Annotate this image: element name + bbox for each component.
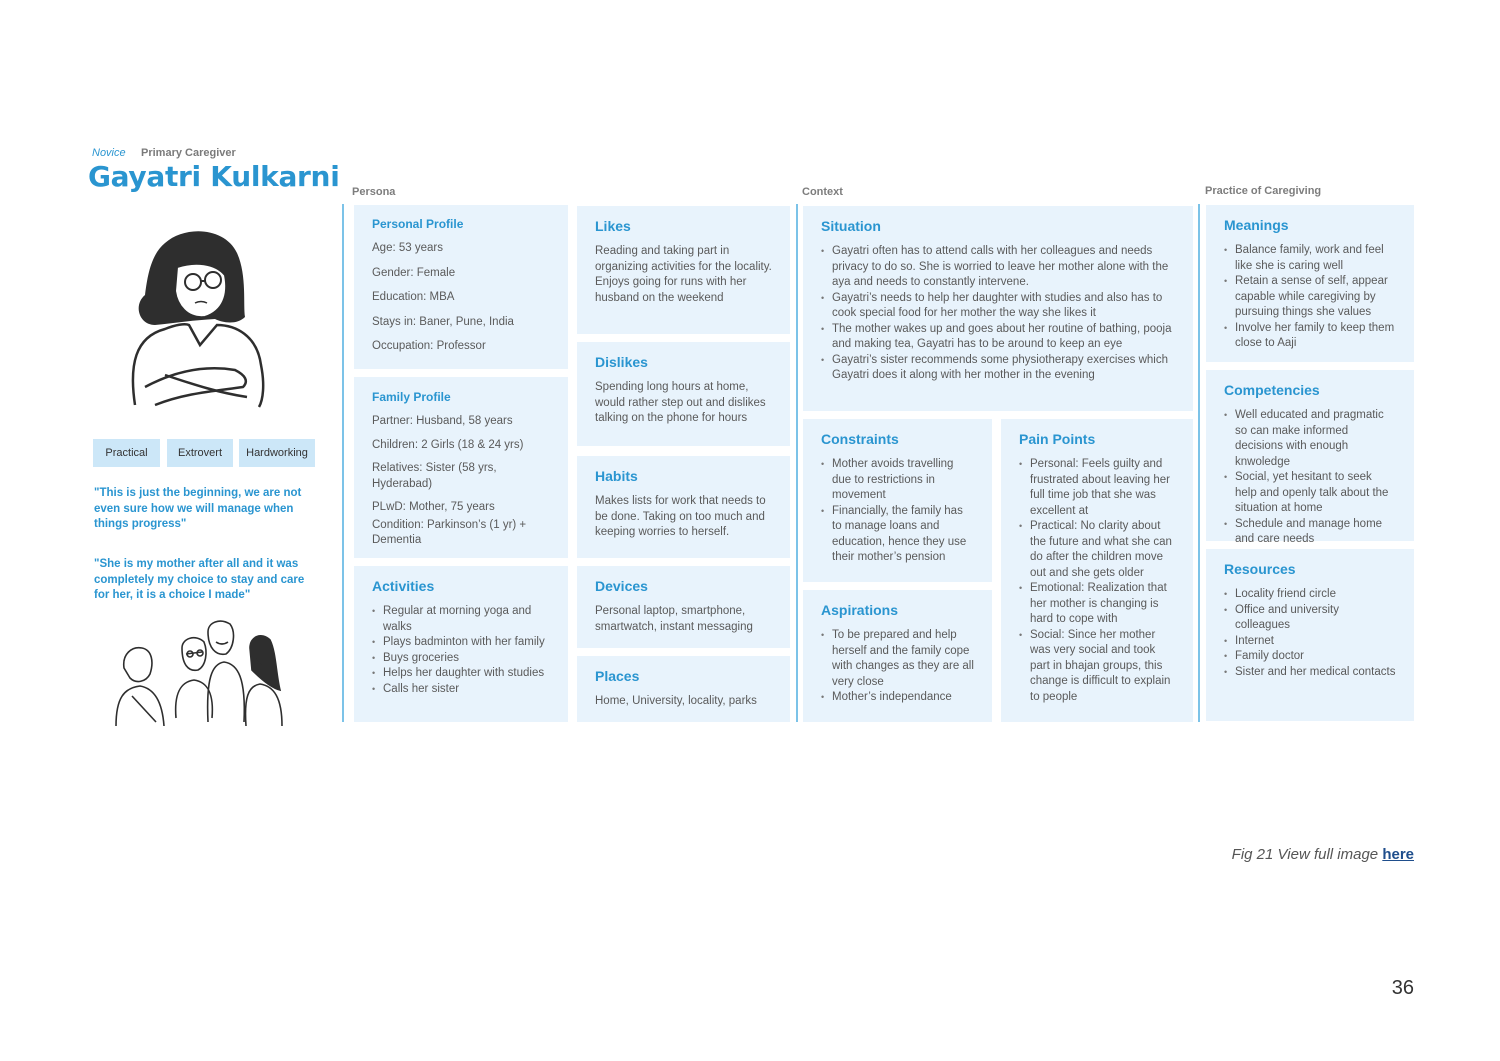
persona-divider: [342, 204, 344, 722]
card-title: Meanings: [1224, 217, 1289, 233]
caption-text: Fig 21 View full image: [1231, 846, 1383, 863]
card-dislikes: [577, 342, 790, 446]
competencies-list: [1224, 408, 1396, 548]
profile-occupation: Occupation: Professor: [372, 340, 486, 352]
list-item: • Schedule and manage home and care needs: [1235, 517, 1396, 548]
activities-list: [372, 604, 550, 697]
card-title: Aspirations: [821, 602, 899, 618]
habits-text: Makes lists for work that needs to be done. Taking on too much and keeping worries to herself.: [595, 495, 766, 538]
list-item: • Regular at morning yoga and walks: [383, 604, 550, 635]
practice-divider: [1198, 204, 1200, 722]
card-title: Devices: [595, 578, 648, 594]
list-item: • Personal: Feels guilty and frustrated about leaving her full time job that she was excellent at: [1030, 457, 1175, 519]
list-item: • Family doctor: [1235, 649, 1396, 665]
card-competencies: [1206, 370, 1414, 545]
list-item: • Calls her sister: [383, 682, 550, 698]
section-label-persona: Persona: [352, 186, 396, 198]
card-title: Activities: [372, 578, 435, 594]
page-number: 36: [1391, 977, 1414, 999]
profile-location: Stays in: Baner, Pune, India: [372, 315, 514, 328]
aspirations-list: [821, 628, 974, 706]
list-item: • Locality friend circle: [1235, 587, 1396, 603]
profile-gender: Gender: Female: [372, 266, 456, 279]
list-item: • Balance family, work and feel like she is caring well: [1235, 243, 1396, 274]
list-item: • Gayatri’s needs to help her daughter with studies and also has to cook special food for her mother the way she likes it: [832, 291, 1175, 322]
list-item: • Well educated and pragmatic so can make informed decisions with enough knwoledge: [1235, 408, 1396, 470]
card-title: Dislikes: [595, 354, 648, 370]
card-activities: [354, 566, 568, 722]
family-plwd: PLwD: Mother, 75 years: [372, 501, 495, 513]
list-item: • Sister and her medical contacts: [1235, 665, 1396, 681]
dislikes-text: Spending long hours at home, would rather step out and dislikes talking on the phone for hours: [595, 381, 766, 424]
card-aspirations: [803, 590, 992, 722]
constraints-list: [821, 457, 974, 566]
section-label-practice: Practice of Caregiving: [1205, 185, 1322, 197]
card-pain-points: [1001, 419, 1193, 722]
list-item: • The mother wakes up and goes about her routine of bathing, pooja and making tea, Gayatri has to be around to keep an eye: [832, 322, 1175, 353]
family-relatives: Relatives: Sister (58 yrs, Hyderabad): [372, 462, 497, 490]
trait-practical: Practical: [93, 439, 160, 467]
trait-extrovert: Extrovert: [167, 439, 233, 467]
list-item: • Gayatri’s sister recommends some physiotherapy exercises which Gayatri does it along with her mother in the evening: [832, 353, 1175, 384]
card-meanings: [1206, 205, 1414, 362]
card-title: Resources: [1224, 561, 1296, 577]
list-item: • Social, yet hesitant to seek help and openly talk about the situation at home: [1235, 470, 1396, 517]
family-condition: Condition: Parkinson’s (1 yr) + Dementia: [372, 518, 527, 546]
resources-list: [1224, 587, 1396, 680]
list-item: • Retain a sense of self, appear capable while caregiving by pursuing things she values: [1235, 274, 1396, 321]
family-partner: Partner: Husband, 58 years: [372, 415, 513, 427]
list-item: • Gayatri often has to attend calls with her colleagues and needs privacy to do so. She is worried to leave her mother alone with the aya and needs to constantly intervene.: [832, 244, 1175, 291]
meanings-list: [1224, 243, 1396, 352]
persona-name: Gayatri Kulkarni: [88, 160, 340, 193]
card-title: Constraints: [821, 431, 899, 447]
card-places: [577, 656, 790, 722]
list-item: • Office and university colleagues: [1235, 603, 1396, 634]
likes-text: Reading and taking part in organizing activities for the locality. Enjoys going for runs with her husband on the weekend: [595, 245, 772, 304]
card-title: Situation: [821, 218, 881, 234]
quote-2: "She is my mother after all and it was completely my choice to stay and care for her, it is a choice I made": [94, 558, 305, 601]
card-constraints: [803, 419, 992, 582]
family-children: Children: 2 Girls (18 & 24 yrs): [372, 438, 524, 451]
list-item: • To be prepared and help herself and the family cope with changes as they are all very close: [832, 628, 974, 690]
card-title: Personal Profile: [372, 217, 464, 231]
context-divider: [796, 204, 798, 722]
persona-portrait-illustration: [125, 225, 270, 415]
card-title: Places: [595, 668, 640, 684]
trait-hardworking: Hardworking: [239, 439, 315, 467]
card-personal-profile: [354, 205, 568, 369]
card-title: Likes: [595, 218, 631, 234]
card-habits: [577, 456, 790, 558]
devices-text: Personal laptop, smartphone, smartwatch, instant messaging: [595, 605, 753, 633]
card-resources: [1206, 549, 1414, 721]
card-situation: [803, 206, 1193, 411]
list-item: • Helps her daughter with studies: [383, 666, 550, 682]
figure-caption: [1232, 846, 1414, 863]
card-title: Pain Points: [1019, 431, 1096, 447]
list-item: • Mother avoids travelling due to restrictions in movement: [832, 457, 974, 504]
view-full-image-link[interactable]: here: [1382, 846, 1414, 863]
card-likes: [577, 206, 790, 334]
profile-education: Education: MBA: [372, 291, 455, 303]
card-devices: [577, 566, 790, 648]
card-title: Competencies: [1224, 382, 1320, 398]
card-title: Habits: [595, 468, 638, 484]
quote-1: "This is just the beginning, we are not even sure how we will manage when things progress": [94, 487, 302, 530]
profile-age: Age: 53 years: [372, 242, 443, 254]
places-text: Home, University, locality, parks: [595, 695, 757, 707]
list-item: • Involve her family to keep them close to Aaji: [1235, 321, 1396, 352]
family-illustration: [112, 618, 290, 730]
pain-points-list: [1019, 457, 1175, 705]
situation-list: [821, 244, 1175, 384]
list-item: • Internet: [1235, 634, 1396, 650]
card-title: Family Profile: [372, 390, 451, 404]
card-family-profile: [354, 377, 568, 558]
role-tag: Primary Caregiver: [141, 147, 236, 159]
list-item: • Financially, the family has to manage loans and education, hence they use their mother’s pension: [832, 504, 974, 566]
list-item: • Buys groceries: [383, 651, 550, 667]
section-label-context: Context: [802, 186, 843, 198]
list-item: • Mother’s independance: [832, 690, 974, 706]
list-item: • Social: Since her mother was very social and took part in bhajan groups, this change is difficult to explain to people: [1030, 628, 1175, 706]
level-tag: Novice: [92, 147, 126, 159]
list-item: • Emotional: Realization that her mother is changing is hard to cope with: [1030, 581, 1175, 628]
list-item: • Plays badminton with her family: [383, 635, 550, 651]
list-item: • Practical: No clarity about the future and what she can do after the children move out and she gets older: [1030, 519, 1175, 581]
